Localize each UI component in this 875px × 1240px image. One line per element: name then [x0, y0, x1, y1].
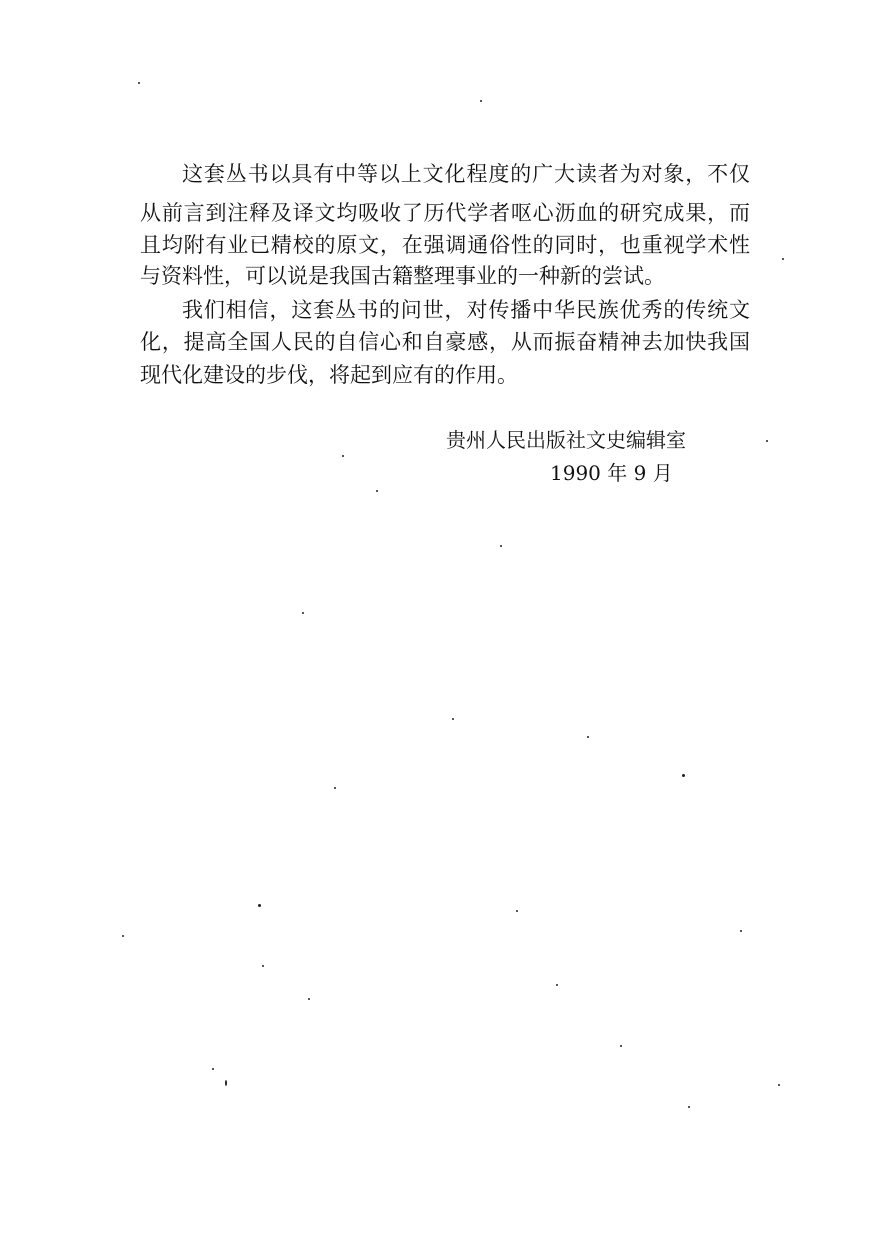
scan-speck [740, 930, 742, 932]
scan-speck [620, 1045, 622, 1047]
signature-date: 1990 年 9 月 [550, 461, 673, 485]
scan-speck [688, 1106, 690, 1108]
publisher-signature: 贵州人民出版社文史编辑室 [446, 428, 686, 452]
paragraph-line: 与资料性，可以说是我国古籍整理事业的一种新的尝试。 [140, 264, 665, 288]
scan-speck [212, 1068, 214, 1070]
scan-speck [225, 1080, 227, 1086]
scan-speck [778, 1084, 780, 1086]
scan-speck [782, 258, 784, 260]
scan-speck [480, 100, 482, 102]
scan-speck [258, 904, 261, 907]
scan-speck [516, 910, 518, 912]
scan-speck [308, 998, 310, 1000]
paragraph-line: 从前言到注释及译文均吸收了历代学者呕心沥血的研究成果，而 [140, 201, 750, 225]
scan-speck [302, 612, 304, 614]
scan-speck [376, 490, 378, 492]
scan-speck [682, 774, 685, 777]
paragraph-line: 这套丛书以具有中等以上文化程度的广大读者为对象，不仅 [182, 162, 750, 186]
paragraph-line: 我们相信，这套丛书的问世，对传播中华民族优秀的传统文 [182, 298, 750, 322]
scan-speck [500, 545, 502, 547]
scan-speck [766, 440, 768, 442]
scan-speck [556, 984, 558, 986]
paragraph-line: 且均附有业已精校的原文，在强调通俗性的同时，也重视学术性 [140, 233, 750, 257]
scan-speck [452, 718, 454, 720]
scan-speck [342, 455, 344, 457]
paragraph-line: 化，提高全国人民的自信心和自豪感，从而振奋精神去加快我国 [140, 330, 750, 354]
scan-speck [334, 787, 336, 789]
paragraph-line: 现代化建设的步伐，将起到应有的作用。 [140, 363, 518, 387]
scan-speck [122, 935, 124, 937]
scan-speck [262, 965, 264, 967]
scan-speck [138, 82, 140, 84]
scan-speck [587, 736, 589, 738]
